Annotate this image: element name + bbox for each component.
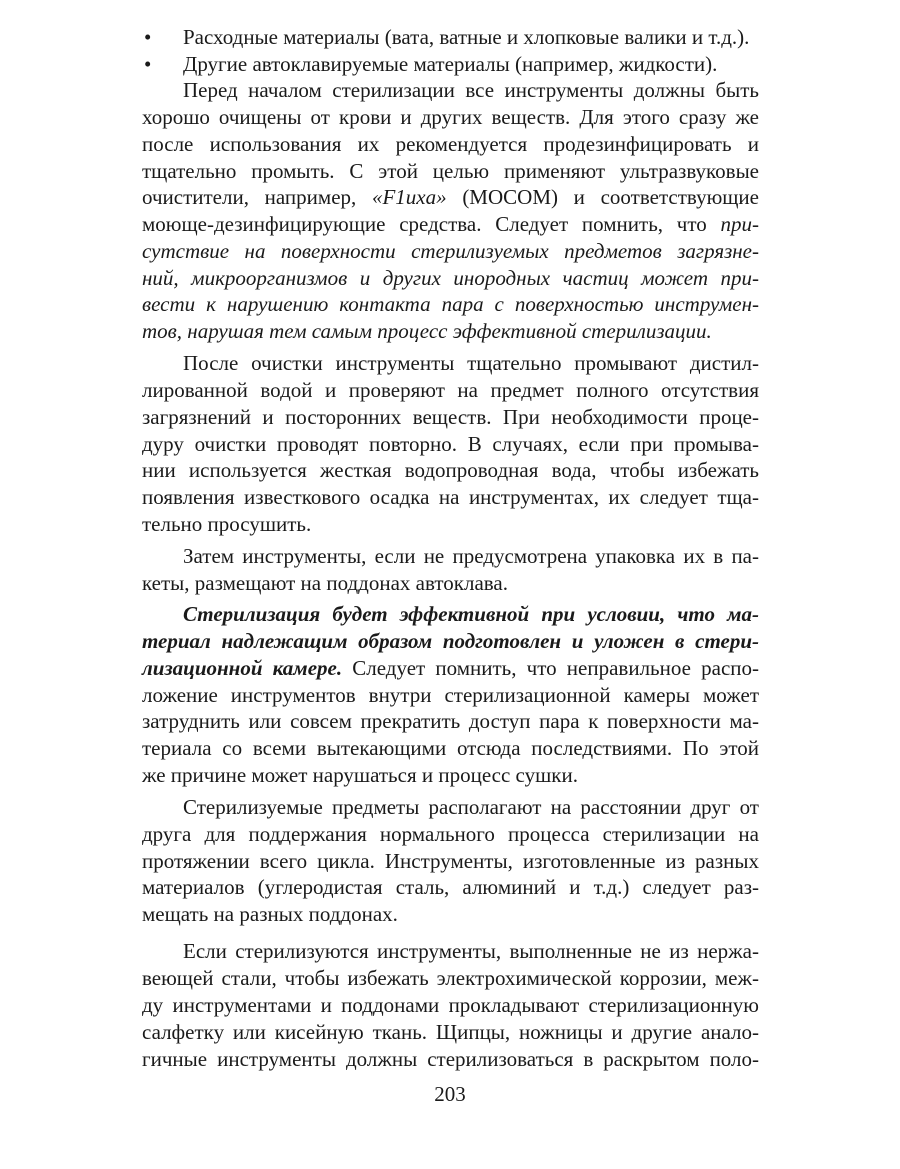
- page-number: 203: [434, 1082, 466, 1106]
- text-line: тщательно промыть. С этой целью применяют ультразвуковые: [142, 159, 759, 183]
- text-line: нии используется жесткая водопроводная вода, чтобы избежать: [142, 458, 759, 482]
- text-line: тельно просушить.: [142, 512, 312, 536]
- text-line: протяжении всего цикла. Инструменты, изготовленные из разных: [142, 849, 759, 873]
- text-line: ду инструментами и поддонами прокладывают стерилизационную: [142, 993, 759, 1017]
- italic-run: «F1uxa»: [371, 185, 447, 209]
- text-line: териала со всеми вытекающими отсюда последствиями. По этой: [142, 736, 759, 760]
- text-line: затруднить или совсем прекратить доступ пара к поверхности ма-: [142, 709, 759, 733]
- text-run: Следует помнить, что неправильное распо-: [342, 656, 760, 680]
- bullet-marker: •: [144, 25, 152, 49]
- text-run: очистители, например,: [142, 185, 372, 209]
- text-line: материалов (углеродистая сталь, алюминий и т.д.) следует раз-: [142, 875, 759, 899]
- text-line: После очистки инструменты тщательно промывают дистил-: [183, 351, 759, 375]
- text-line: хорошо очищены от крови и других веществ. Для этого сразу же: [142, 105, 759, 129]
- text-run: (MOCOM) и соответствующие: [446, 185, 759, 209]
- text-line: лированной водой и проверяют на предмет полного отсутствия: [142, 378, 759, 402]
- text-line: после использования их рекомендуется продезинфицировать и: [142, 132, 759, 156]
- bullet-marker: •: [144, 52, 152, 76]
- bold-italic-run: лизационной камере.: [142, 656, 343, 680]
- text-line: Перед началом стерилизации все инструменты должны быть: [183, 78, 759, 102]
- bold-italic-line: териал надлежащим образом подготовлен и уложен в стери-: [142, 629, 759, 653]
- text-line: [142, 211, 759, 238]
- text-line: веющей стали, чтобы избежать электрохимической коррозии, меж-: [142, 966, 759, 990]
- bullet-item: Другие автоклавируемые материалы (например, жидкости).: [183, 52, 718, 76]
- bullet-item: Расходные материалы (вата, ватные и хлопковые валики и т.д.).: [183, 25, 750, 49]
- text-line: дуру очистки проводят повторно. В случаях, если при промыва-: [142, 432, 759, 456]
- text-line: друга для поддержания нормального процесса стерилизации на: [142, 822, 759, 846]
- text-line: [142, 184, 759, 211]
- text-line: кеты, размещают на поддонах автоклава.: [142, 571, 508, 595]
- text-line: появления известкового осадка на инструментах, их следует тща-: [142, 485, 759, 509]
- text-line: Стерилизуемые предметы располагают на расстоянии друг от: [183, 795, 759, 819]
- italic-line: ний, микроорганизмов и других инородных частиц может при-: [142, 266, 759, 290]
- text-line: же причине может нарушаться и процесс сушки.: [142, 763, 578, 787]
- bold-italic-line: Стерилизация будет эффективной при условии, что ма-: [183, 602, 759, 626]
- text-line: Если стерилизуются инструменты, выполненные не из нержа-: [183, 939, 759, 963]
- text-line: [142, 655, 759, 682]
- text-line: загрязнений и посторонних веществ. При необходимости проце-: [142, 405, 759, 429]
- italic-run: при-: [720, 212, 759, 236]
- italic-line: тов, нарушая тем самым процесс эффективной стерилизации.: [142, 319, 712, 343]
- text-line: ложение инструментов внутри стерилизационной камеры может: [142, 683, 759, 707]
- text-line: гичные инструменты должны стерилизоваться в раскрытом поло-: [142, 1047, 759, 1071]
- italic-line: вести к нарушению контакта пара с поверхностью инструмен-: [142, 292, 759, 316]
- italic-line: сутствие на поверхности стерилизуемых предметов загрязне-: [142, 239, 759, 263]
- text-line: мещать на разных поддонах.: [142, 902, 398, 926]
- text-line: салфетку или кисейную ткань. Щипцы, ножницы и другие анало-: [142, 1020, 759, 1044]
- text-line: Затем инструменты, если не предусмотрена упаковка их в па-: [183, 544, 759, 568]
- text-run: моюще-дезинфицирующие средства. Следует помнить, что: [142, 212, 721, 236]
